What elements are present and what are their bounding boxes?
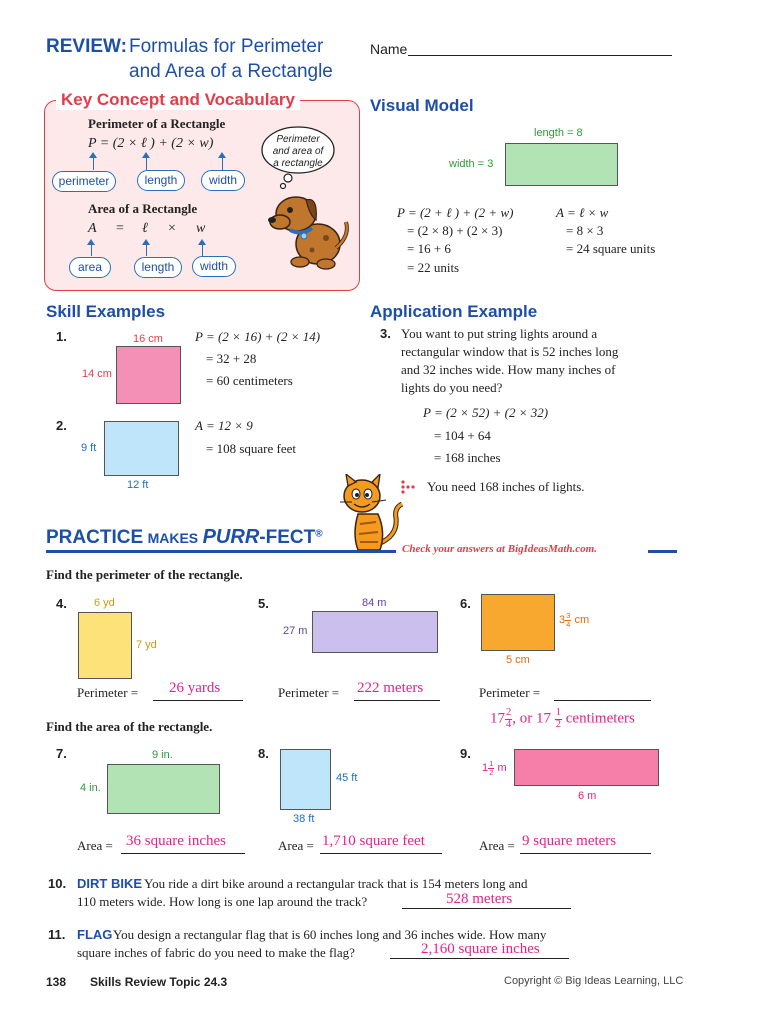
vm-a-step3: = 24 square units (566, 241, 656, 256)
p5-rectangle (312, 611, 438, 653)
p9-area-label: Area = (479, 838, 515, 853)
p6-ans-mid: , or 17 (512, 710, 551, 727)
thought-line3: a rectangle (273, 158, 323, 169)
p11-answer: 2,160 square inches (421, 941, 540, 957)
visual-model-heading: Visual Model (370, 96, 474, 115)
area-formula-l: ℓ (142, 221, 148, 236)
p8-answer: 1,710 square feet (322, 833, 425, 849)
p10-answer: 528 meters (446, 891, 513, 907)
p4-number: 4. (56, 596, 67, 611)
p4-top-label: 6 yd (94, 597, 115, 609)
application-heading: Application Example (370, 302, 538, 321)
ex2-step1: A = 12 × 9 (195, 418, 253, 433)
p8-area-label: Area = (278, 838, 314, 853)
p9-answer: 9 square meters (522, 833, 617, 849)
vm-p-step4: = 22 units (407, 260, 460, 275)
page-number: 138 (46, 975, 67, 989)
vm-p-step2: = (2 × 8) + (2 × 3) (407, 223, 503, 238)
p10-number: 10. (48, 876, 67, 891)
ex1-step3: = 60 centimeters (206, 373, 293, 388)
app-text-line3: and 32 inches wide. How many inches of (401, 362, 616, 377)
arrow-width (222, 156, 223, 170)
p7-rectangle (107, 764, 220, 814)
vm-a-step2: = 8 × 3 (566, 223, 604, 238)
app-step2: = 104 + 64 (434, 428, 491, 443)
footer-topic: Skills Review Topic 24.3 (90, 975, 228, 989)
bubble-area: area (69, 257, 111, 278)
p6-number: 6. (460, 596, 471, 611)
page-title-line1: Formulas for Perimeter (129, 36, 324, 57)
thought-line1: Perimeter (276, 134, 320, 145)
p4-perimeter-label: Perimeter = (77, 685, 139, 700)
p7-area-label: Area = (77, 838, 113, 853)
p9-side-num: 1 (489, 759, 494, 768)
p6-side-den: 4 (566, 619, 571, 629)
bubble-length: length (137, 170, 185, 191)
ex2-number: 2. (56, 418, 67, 433)
app-answer: You need 168 inches of lights. (427, 479, 585, 494)
practice-rule-left (46, 550, 396, 553)
p7-number: 7. (56, 746, 67, 761)
p4-answer: 26 yards (169, 680, 221, 696)
bubble-length-area: length (134, 257, 182, 278)
p6-answer (490, 708, 635, 730)
thought-line2: and area of (272, 146, 324, 157)
p9-rectangle (514, 749, 659, 786)
p6-perimeter-label: Perimeter = (479, 685, 541, 700)
vm-rectangle (505, 143, 618, 186)
p5-top-label: 84 m (362, 597, 387, 609)
name-label: Name (370, 41, 408, 57)
arrow-length (146, 156, 147, 170)
arrow-width2 (202, 243, 203, 256)
ex2-bottom-label: 12 ft (127, 479, 149, 491)
practice-word: PRACTICE (46, 527, 144, 548)
app-step3: = 168 inches (434, 450, 501, 465)
p6-ans-den1: 4 (506, 718, 512, 730)
p5-number: 5. (258, 596, 269, 611)
p6-ans-unit: centimeters (565, 710, 635, 727)
p4-side-label: 7 yd (136, 639, 157, 651)
p11-line1: You design a rectangular flag that is 60 inches long and 36 inches wide. How many (113, 927, 547, 942)
vm-width-label: width = 3 (449, 158, 494, 170)
area-formula-eq: = (116, 221, 124, 236)
p6-ans-whole1: 17 (490, 710, 505, 727)
registered-mark: ® (315, 528, 323, 540)
area-formula-times: × (168, 221, 176, 236)
review-label: REVIEW: (46, 36, 127, 57)
app-number: 3. (380, 326, 391, 341)
bubble-width: width (201, 170, 245, 191)
p6-ans-num1: 2 (506, 707, 512, 718)
arrow-length2 (146, 243, 147, 256)
perimeter-instruction: Find the perimeter of the rectangle. (46, 567, 243, 582)
ex2-step2: = 108 square feet (206, 441, 296, 456)
bubble-width-area: width (192, 256, 236, 277)
perimeter-heading: Perimeter of a Rectangle (88, 116, 226, 131)
purr-word: PURR (202, 526, 260, 548)
p10-title: DIRT BIKE (77, 876, 142, 891)
area-instruction: Find the area of the rectangle. (46, 719, 213, 734)
ex1-top-label: 16 cm (133, 333, 163, 345)
p6-side-num: 3 (566, 611, 571, 620)
key-concept-title: Key Concept and Vocabulary (56, 90, 300, 110)
ex1-side-label: 14 cm (82, 368, 112, 380)
p9-side-den: 2 (489, 767, 494, 777)
practice-rule-right (648, 550, 677, 553)
p5-answer: 222 meters (357, 680, 424, 696)
page-title-line2: and Area of a Rectangle (129, 61, 333, 82)
p9-side-label (482, 760, 507, 776)
footer-copyright: Copyright © Big Ideas Learning, LLC (504, 975, 684, 987)
p6-side-label (559, 612, 589, 628)
p11-number: 11. (48, 927, 66, 942)
p10-line1: You ride a dirt bike around a rectangular track that is 154 meters long and (144, 876, 528, 891)
app-text-line4: lights do you need? (401, 380, 503, 395)
bubble-perimeter: perimeter (52, 171, 116, 192)
vm-p-step1: P = (2 + ℓ ) + (2 + w) (397, 205, 514, 220)
skill-examples-heading: Skill Examples (46, 302, 166, 321)
ex1-step1: P = (2 × 16) + (2 × 14) (195, 329, 321, 344)
p7-side-label: 4 in. (80, 782, 101, 794)
name-field[interactable] (408, 40, 672, 56)
ex1-rectangle (116, 346, 181, 404)
vm-length-label: length = 8 (534, 127, 583, 139)
p7-top-label: 9 in. (152, 749, 173, 761)
p5-perimeter-label: Perimeter = (278, 685, 340, 700)
p8-rectangle (280, 749, 331, 810)
p11-title: FLAG (77, 927, 113, 942)
p9-bottom-label: 6 m (578, 790, 597, 802)
app-text-line2: rectangular window that is 52 inches long (401, 344, 619, 359)
p9-side-whole: 1 (482, 762, 489, 775)
arrow-perimeter (93, 156, 94, 170)
p7-answer: 36 square inches (126, 833, 226, 849)
p8-side-label: 45 ft (336, 772, 358, 784)
check-answers-link[interactable]: Check your answers at BigIdeasMath.com. (402, 543, 597, 555)
makes-word: MAKES (147, 530, 199, 546)
area-formula-w: w (196, 221, 206, 236)
practice-title (46, 526, 323, 549)
ex1-step2: = 32 + 28 (206, 351, 257, 366)
p10-line2: 110 meters wide. How long is one lap around the track? (77, 894, 368, 909)
app-step1: P = (2 × 52) + (2 × 32) (423, 405, 549, 420)
p6-side-unit: cm (574, 614, 590, 627)
p6-side-whole: 3 (559, 614, 566, 627)
area-heading: Area of a Rectangle (88, 201, 198, 216)
p6-answer-blank[interactable] (554, 685, 651, 701)
perimeter-formula: P = (2 × ℓ ) + (2 × w) (88, 136, 214, 151)
p5-side-label: 27 m (283, 625, 308, 637)
p6-ans-num2: 1 (555, 707, 561, 718)
fect-word: -FECT (259, 527, 316, 548)
p9-side-unit: m (497, 762, 507, 775)
ex2-rectangle (104, 421, 179, 476)
ex1-number: 1. (56, 329, 67, 344)
p11-line2: square inches of fabric do you need to make the flag? (77, 945, 355, 960)
p6-bottom-label: 5 cm (506, 654, 530, 666)
area-formula-A: A (88, 221, 97, 236)
app-text-line1: You want to put string lights around a (401, 326, 598, 341)
p8-bottom-label: 38 ft (293, 813, 315, 825)
cat-illustration (332, 474, 408, 554)
p4-rectangle (78, 612, 132, 679)
p8-number: 8. (258, 746, 269, 761)
vm-p-step3: = 16 + 6 (407, 241, 451, 256)
dog-illustration (266, 186, 352, 270)
vm-a-step1: A = ℓ × w (556, 205, 609, 220)
arrow-area (91, 243, 92, 256)
p6-rectangle (481, 594, 555, 651)
p6-ans-den2: 2 (555, 718, 561, 730)
ex2-side-label: 9 ft (81, 442, 97, 454)
p9-number: 9. (460, 746, 471, 761)
